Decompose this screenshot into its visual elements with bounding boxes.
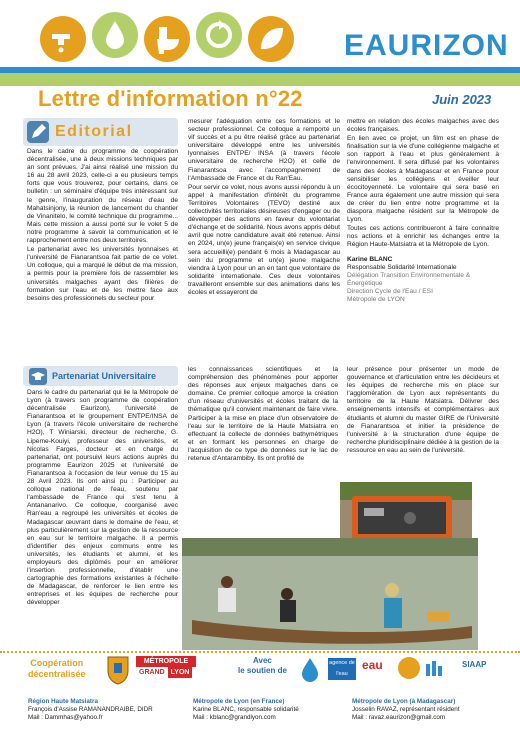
signature-dept-1: Délégation Transition Environnementale & Énergétique xyxy=(347,271,471,287)
recycle-icon xyxy=(196,12,242,58)
signature-org: Métropole de LYON xyxy=(347,295,405,303)
partner-contact-region xyxy=(28,698,178,722)
support-label-soutien: le soutien de xyxy=(238,666,287,675)
region-crest-icon xyxy=(106,655,130,685)
partner-person: Josselin RAVAZ, représentant résident xyxy=(352,706,460,713)
partner-person: Karine BLANC, responsable solidarité xyxy=(193,706,299,713)
metropole-grand: GRAND xyxy=(139,669,165,676)
water-drop-icon xyxy=(92,12,138,58)
partenariat-column-3 xyxy=(347,366,499,456)
partenariat-column-1 xyxy=(27,389,178,609)
partner-name: Région Haute Matsiatra xyxy=(28,698,98,705)
metropole-lyon: LYON xyxy=(168,667,193,678)
faucet-icon xyxy=(40,16,86,62)
partner-contact-lyon-france xyxy=(193,698,343,722)
siaap-logo: SIAAP xyxy=(462,660,487,669)
partenariat-paragraph: leur présence pour présenter un mode de gouvernance et d'articulation entre les décideurs et les équipes de recherche mis en place sur l'agglomération de Lyon aux représentants du territoire de la Haute Matsiatra. Délivrer des enseignements intensifs et complémentaires aux étudiants et alumni du master GIRE de l'Université de Fianarantsoa et initier la présidence de l'université à la structuration d'une équipe de recherche pluridisciplinaire dédiée à la gestion de la ressource en eau au sein de l'université. xyxy=(347,366,499,454)
partenariat-title: Partenariat Universitaire xyxy=(52,371,157,381)
pen-icon xyxy=(27,121,49,143)
coop-label-line-2: décentralisée xyxy=(28,669,86,679)
signature xyxy=(347,256,499,305)
editorial-title: Editorial xyxy=(55,123,133,140)
editorial-paragraph: Pour servir ce volet, nous avons aussi répondu à un appel à manifestation d'intérêt du programme Territoires Volontaires (TEVO) destiné aux collectivités territoriales désireuses d'engager ou de développer des actions en faveur du volontariat d'échange et de solidarité. Nous avons appris début avril que notre candidature avait été retenue. Ainsi en 2024, un(e) jeune français(e) en service civique sera accueilli(e) pendant 6 mois à Madagascar au sein du programme et un(e) jeune malgache viendra à Lyon pour un an en tant que volontaire de solidarité internationale. Ces deux volontaires travailleront ensemble sur des animations dans les écoles et essayeront de xyxy=(188,183,340,296)
partner-name: Métropole de Lyon (en France) xyxy=(193,698,285,705)
signature-role: Responsable Solidarité Internationale xyxy=(347,263,457,271)
logo-text: EAURIZON xyxy=(344,29,509,62)
editorial-column-2 xyxy=(188,118,340,298)
partenariat-paragraph: les connaissances scientifiques et la compréhension des phénomènes pour apporter des réponses aux enjeux malgaches dans ce domaine. Ce premier colloque amorce la création d'un réseau d'universités et écoles traitant de la thématique qu'il convient maintenant de faire vivre. Participer à la mise en place d'un observatoire de l'eau sur le territoire de la Haute Matsiatra en effectuant la collecte de données bathymétriques et en formant les personnes en charge de l'acquisition de ce type de données sur le lac de retenue d'Antarambiby. Ils ont profité de xyxy=(188,366,338,463)
partner-bars-icon xyxy=(426,660,452,676)
partner-email: Mail : kblanc@grandlyon.com xyxy=(193,714,276,721)
eaurizon-logo xyxy=(340,22,510,62)
partner-circle-logo xyxy=(398,657,420,679)
issue-date: Juin 2023 xyxy=(432,92,492,107)
boat-photo xyxy=(182,538,478,650)
editorial-paragraph: mesurer l'adéquation entre ces formations et le secteur professionnel. Ce colloque a remporté un vif succès et a pu être réalisé grâce au partenariat universitaire développé entre les universités lyonnaises ENTPE/ INSA (à travers l'école universitaire de recherche H2O) et celle de Fianarantsoa avec l'accompagnement de l'Ambassade de France et du Ran'Eau. xyxy=(188,118,340,182)
editorial-paragraph: Le partenariat avec les universités lyonnaises et l'université de Fianarantsoa fait partie de ce volet. Un colloque, qui a marqué le début de ma mission, a permis pour la première fois de rassembler les universités malgaches ayant des filières de formation sur l'eau et de les mettre face aux besoins des professionnels du secteur pour xyxy=(27,246,178,302)
editorial-column-3 xyxy=(347,118,499,304)
partner-name: Métropole de Lyon (à Madagascar) xyxy=(352,698,456,705)
agence-eau-logo: agence de l'eau xyxy=(328,658,356,680)
water-drop-logo-icon xyxy=(298,656,322,682)
partner-person: François d'Assise RAMANANDRAIBE, DIDR xyxy=(28,706,153,713)
partner-email: Mail : ravaz.eaurizon@gmail.com xyxy=(352,714,446,721)
support-label xyxy=(238,656,287,676)
coop-label xyxy=(28,658,86,680)
header xyxy=(0,0,520,115)
editorial-paragraph: mettre en relation des écoles malgaches avec des écoles françaises. xyxy=(347,118,499,134)
editorial-paragraph: Dans le cadre du programme de coopération décentralisée, une à deux missions techniques par an sont prévues. J'ai ainsi réalisé une mission du 16 au 28 avril 2023, celle-ci a eu plusieurs temps forts que vous trouverez, pour certains, dans ce bulletin : un séminaire d'équipe très intéressant sur le genre, l'inauguration du réseau d'eau de Mahatsinjony, la réunion de lancement du chantier de Vinanitelo, le comité technique du programme... Mais cette mission a aussi porté sur le volet 5 de notre programme à savoir la communication et le rapprochement entre nos deux territoires. xyxy=(27,148,178,245)
header-band-green xyxy=(0,73,520,86)
signature-name: Karine BLANC xyxy=(347,255,393,263)
leaf-icon xyxy=(248,16,294,62)
graduation-cap-icon xyxy=(29,368,47,385)
toilet-icon xyxy=(144,16,190,62)
eau-logo: eau xyxy=(362,658,383,672)
coop-label-line-1: Coopération xyxy=(30,658,84,668)
partenariat-paragraph: Dans le cadre du partenariat qui lie la Métropole de Lyon (à travers son programme de coopération décentralisée Eaurizon), l'université de Fianarantsoa et le groupement ENTPE/INSA de Lyon (à travers l'école universitaire de recherche H2O), T Winiarski, directeur de recherche, G. Lipeme-Kouiyi, professeur des universités, et Nicolas Farges, docteur et en charge du partenariat, ont poursuivi leurs actions auprès du programme Eaurizon 2025 et l'université de Fianarantsoa à l'occasion de leur venue du 15 au 28 Avril 2023. Ils ont ainsi pu : Participer au colloque national de l'eau, soutenu par l'ambassade de France qui s'est tenu à Antananarivo. Ce colloque, coorganisé avec Ran'eau a regroupé les universités et écoles de Madagascar œuvrant dans le domaine de l'eau, et plus particulièrement sur la gestion de la ressource en eau sur le territoire malgache. Il a permis d'identifier des enjeux communs entre les universités, les étudiants et alumni, et les employeurs des diplômés pour en améliorer l'insertion professionnelle, d'établir une cartographie des formations existantes à l'échelle de Madagascar, de renforcer le lien entre les entreprises et les équipes de recherche pour développer xyxy=(27,389,178,607)
support-label-avec: Avec xyxy=(253,656,272,665)
partner-contact-lyon-madagascar xyxy=(352,698,512,722)
metropole-label: MÉTROPOLE xyxy=(136,656,196,667)
signature-dept-2: Direction Cycle de l'Eau / ESI xyxy=(347,287,433,295)
partenariat-column-2 xyxy=(188,366,338,464)
header-icons xyxy=(40,10,295,70)
editorial-column-1 xyxy=(27,148,178,304)
editorial-paragraph: Toutes ces actions contribueront à faire connaître nos actions et à enrichir les échanges entre la Région Haute-Matsiatra et la Métropole de Lyon. xyxy=(347,225,499,249)
metropole-logo xyxy=(136,656,196,686)
partner-email: Mail : Dammhas@yahoo.fr xyxy=(28,714,103,721)
newsletter-title: Lettre d'information n°22 xyxy=(38,86,303,111)
editorial-paragraph: En lien avec ce projet, un film est en phase de finalisation sur la vie d'une collégienne malgache et son rapport à l'eau et plus généralement à l'environnement. Il sera diffusé par les volontaires dans des écoles à Madagascar et en France pour sensibiliser les collégiens et éveiller leur écocitoyenneté. Le volontaire qui sera basé en France aura également une autre mission qui sera de créer du lien entre notre programme et la diaspora malgache résident sur la Métropole de Lyon. xyxy=(347,135,499,224)
